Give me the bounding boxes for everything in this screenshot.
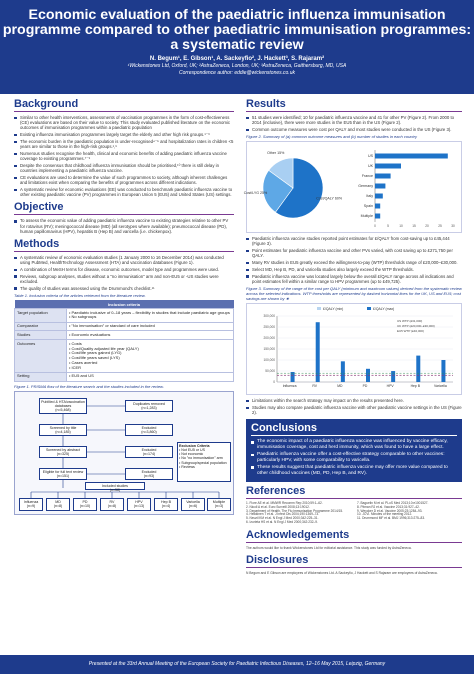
references-section [246,485,462,525]
bullet-item: A combination of MeSH terms for disease, economic outcomes, model type and programmes were used. [14,267,234,272]
exclusion-criteria-title: Exclusion Criteria [179,443,210,448]
background-heading: Background [14,98,234,112]
indication-label: Varicella [186,499,200,504]
bullet-item: To assess the economic value of adding paediatric influenza vaccine to existing strategies relative to other PV for rotavirus (RV); meningococcal disease (MD) (all serotypes where available); pneumococcal disease (PD), human papillomavirus (HPV), hepatitis B (Hep B) and varicella (i.e. chickenpox). [14,218,234,234]
country-bar [375,154,448,159]
exclusion-criteria-box [177,442,231,482]
table-row [15,322,234,331]
x-category-label: Varicella [434,384,447,389]
exclusion-item: • Reviews [179,464,195,469]
poster-footer: Presented at the 33rd Annual Meeting of the European Society for Paediatric Infectious Diseases, 12–16 May 2015, Leipzig, Germany [0,655,474,674]
x-category-label: HPV [386,384,394,389]
x-category-label: PD [362,384,368,389]
table-row-value: • EU5 and US [67,372,234,381]
results-heading: Results [246,98,462,112]
conclusions-box [246,419,462,481]
bullet-item: Numerous studies recognise the health, clinical and economic benefits of adding paediatric influenza vaccine coverage to existing programmes.⁷⁻⁹ [14,151,234,161]
figure3-caption: Figure 3. Summary of the range of the cost per QALY (minimum and maximum values) derived from the systematic review across the selected indications. WTP thresholds are represented by dashed horizontal lines for the UK, US and EU5; cost savings are shown by ★ [246,286,462,302]
indication-count: (n=4) [161,503,171,508]
prisma-indication-box [19,498,43,511]
acknowledgements-heading: Acknowledgements [246,529,462,543]
table-row [15,309,234,323]
legend-label: £/QALY (min) [323,307,344,312]
prisma-excluded-full-box: Excluded (n=93) [125,468,173,480]
max-bar [441,360,445,382]
bullet-item: Common outcome measures were cost per QALY and most studies were conducted in the US (Figure 3). [246,127,462,132]
references-heading: References [246,485,462,499]
prisma-diagram [14,391,234,515]
results-section [243,98,462,416]
figure3-chart [246,303,462,395]
max-bar [391,371,395,382]
figure2-chart [243,141,462,233]
bar-category-label: Spain [363,204,373,209]
exclusion-item: • No "no immunisation" arm [179,456,223,461]
y-tick-label: 250,000 [263,325,275,330]
methods-section [14,238,234,515]
bar-x-tick: 5 [387,224,389,229]
exclusion-criteria-list [179,448,229,469]
bullet-item: Reviews, subgroup analyses, studies without a "no immunisation" arm and non-EU5 or -US studies were excluded. [14,274,234,284]
reference-item: 8. Pitman RJ et al. Vaccine 2013;31:927–42. [357,504,420,509]
prisma-indication-box [100,498,124,511]
prisma-screened-title-box: Screened by title (n=4,185) [39,424,87,436]
results-list-2 [246,236,462,284]
table-row [15,331,234,340]
reference-item: 7. Baguelin M et al. PLoS Med 2013;10:e1001527. [357,500,429,505]
bullet-item: Studies may also compare paediatric influenza vaccine with other paediatric vaccine settings in the US (Figure 2). [246,405,462,415]
table-row-key: Setting [15,372,67,381]
bar-category-label: Germany [358,184,373,189]
prisma-indication-box [181,498,205,511]
wtp-label: UK WTP (£20,000–£30,000) [397,324,435,329]
objective-list [14,218,234,234]
objective-heading: Objective [14,201,234,215]
max-bar [341,362,345,383]
background-list [14,115,234,197]
bar-category-label: Multiple [360,214,373,219]
results-list-3 [246,398,462,415]
wtp-label: EU5 WTP (£40,000) [397,329,424,334]
wtp-label: US WTP (£31,000) [397,319,423,324]
indication-label: MD [55,499,61,504]
prisma-excluded-abstract-box: Excluded (n=174) [125,446,173,458]
results-list-1 [246,115,462,132]
bar-category-label: US [368,154,373,159]
bullet-item: Point estimates for paediatric influenza vaccine and other PVs varied, with cost saving up to £271,750 per QALY. [246,248,462,258]
exclusion-item: • Not EU5 or US [179,447,206,452]
bullet-item: Paediatric influenza vaccine offer a cost-effective strategy comparable to other vaccines: particularly HPV, with some comparability to varicella. [251,452,457,463]
indication-count: (n=13) [133,503,145,508]
prisma-indication-box [73,498,97,511]
table-row-value: • "No immunisation" or standard of care included [67,322,234,331]
indication-label: Influenza [23,499,39,504]
pie-slice-label: Cost/LYG 25% [243,191,268,196]
x-category-label: MD [337,384,343,389]
table-row [15,372,234,381]
table1-caption: Table 1. Inclusion criteria of the articles retrieved from the literature review. [14,293,146,299]
poster-title: Economic evaluation of the paediatric influenza immunisation programme compared to other paediatric immunisation programmes: a systematic review [2,7,472,53]
table-row-key: Outcomes [15,340,67,373]
indication-label: Hep B [161,499,171,504]
reference-item: 11. Drummond MF et al. BMJ 1996;313:275–83. [357,516,425,521]
bullet-item: Similar to other health interventions, assessments of vaccination programmes in the form of cost-effectiveness (CE) evaluations are based on their value to society. This study evaluated published literature on the economic outcomes of immunisation programmes within a paediatric population [14,115,234,131]
bullet-item: Paediatric influenza vaccine studies reported point estimates for £/QALY from cost-saving up to £45,444 (Figure 3). [246,236,462,246]
figure2-caption: Figure 2. Summary of (a) common outcome measures and (b) number of studies in each country [246,134,417,140]
authors: N. Begum¹, E. Gibson¹, A. Sackeyfio², J. Hackett³, S. Rajaram² [149,56,325,62]
indication-count: (n=9) [26,503,36,508]
bar-category-label: UK [368,164,373,169]
max-bar [416,356,420,382]
right-column [243,98,462,579]
inclusion-table-header: Inclusion criteria [15,300,234,309]
country-bar [375,174,391,179]
exclusion-item: • Subgroup/special population [179,460,227,465]
indication-label: RV [109,499,115,504]
y-tick-label: 150,000 [263,347,275,352]
background-section [14,98,234,197]
exclusion-item: • Not economic [179,452,204,457]
bullet-item: Paediatric influenza vaccine was located largely below the overall £/QALY range across all indications and point estimates fell within a similar range to HPV programmes (up to £49,725). [246,274,462,284]
left-column [14,98,234,519]
country-bar [375,164,401,169]
bar-x-tick: 10 [399,224,403,229]
bullet-item: 51 studies were identified; 10 for paediatric influenza vaccine and 41 for other PV (Figure 2). From 2000 to 2014 (inclusive), there were more studies in the EU5 than in the US (Figure 2). [246,115,462,125]
min-bar [385,382,389,383]
x-category-label: Influenza [282,384,297,389]
min-bar [335,382,339,383]
table-row-value: • Paediatric inclusive of 0–18 years – flexibility in studies that include paediatric age groups • No subgroups [67,309,234,323]
reference-item: 5. Neuzil KM et al. N Engl J Med 2000;342:225–31. [246,516,319,521]
prisma-indication-box [127,498,151,511]
prisma-abstract-box: Screened by abstract (n=325) [39,446,87,458]
reference-item: 9. Weycker D et al. Vaccine 2005;23:1284–93. [357,508,423,513]
figure2-svg [243,142,461,232]
bullet-item: The economic burden in the paediatric population is under-recognised⁴⁻⁵ and hospitalization rates in children <5 years are similar to those in the high-risk groups.¹,⁶ [14,139,234,149]
table-row-value: • Costs • Cost/Quality adjusted life year (QALY) • Cost/life years gained (LYG) • Cost/life years saved (LYS) • Cases averted • ICER [67,340,234,373]
legend-swatch [317,307,321,310]
prisma-duplicates-box: Duplicates removed (n=1,283) [125,400,173,412]
references-list [246,502,462,525]
bullet-item: Select MD, Hep B, PD, and varicella studies also largely exceed the WTP thresholds. [246,267,462,272]
conclusions-list [251,439,457,476]
figure3-svg [247,304,461,394]
methods-list [14,255,234,291]
reference-item: 6. Izurieta HS et al. N Engl J Med 2000;342:232–9. [246,520,318,525]
table-row-key: Comparator [15,322,67,331]
bar-x-tick: 25 [438,224,442,229]
y-tick-label: 100,000 [263,358,275,363]
reference-item: 3. Department of Health. The Flu Immunisation Programme 2014/15. [246,508,344,513]
figure1-caption: Figure 1. PRISMA flow of the literature search and the studies included in the review. [14,383,164,389]
bullet-item: Existing influenza immunisation programmes largely target the elderly and other high risk groups.¹⁻³ [14,132,234,137]
prisma-indication-box [154,498,178,511]
indication-label: Multiple [212,499,226,504]
prisma-indication-box [207,498,231,511]
bullet-item: Limitations within the search strategy may impact on the results presented here. [246,398,462,403]
bar-category-label: France [361,174,373,179]
country-bar [375,204,380,209]
legend-label: £/QALY (max) [373,307,395,312]
x-category-label: Hep B [410,384,421,389]
reference-item: 1. Fiore AE et al. MMWR Recomm Rep 2010;59:1–62. [246,500,323,505]
reference-item: 4. Heikkinen T et al. J Infect Dis 2004;190:1369–73. [246,512,320,517]
bullet-item: The economic impact of a paediatric influenza vaccine was influenced by vaccine efficacy, immunisation coverage, cost and herd immunity, which was found to have a large effect. [251,439,457,450]
inclusion-table [14,300,234,382]
indication-count: (n=8) [107,503,117,508]
bullet-item: CE evaluations are used to determine the value of such programmes to society, although inherent challenges and limitations exist when comparing the benefits of programmes across different indications. [14,175,234,185]
prisma-excluded-title-box: Excluded (n=3,860) [125,424,173,436]
max-bar [291,372,295,382]
country-bar [375,194,383,199]
bullet-item: The quality of studies was assessed using the Drummond's checklist.¹¹ [14,286,234,291]
reference-item: 10. JCVI. Minutes of the meeting 2012. [357,512,413,517]
bar-x-tick: 0 [374,224,376,229]
y-tick-label: 0 [273,380,275,385]
table-row [15,340,234,373]
disclosures-section [246,554,462,575]
disclosures-heading: Disclosures [246,554,462,568]
table-row-value: • Economic evaluations [67,331,234,340]
prisma-indication-box [46,498,70,511]
bullet-item: A systematic review for economic evaluations (EE) was conducted to benchmark paediatric influenza vaccine to other existing paediatric vaccine (PV) programmes in European Union 5 (EU5) and United States (US) settings. [14,187,234,197]
methods-heading: Methods [14,238,234,252]
affiliations: ¹Wickenstones Ltd, Oxford, UK; ²AstraZeneca, London, UK; ³AstraZeneca, Gaithersburg, MD, USA [127,63,347,69]
bullet-item: A systematic review of economic evaluation studies (1 January 2000 to 16 December 2014) was conducted using PubMed, HealthTechnology Assessment (HTA) and vaccination databases (Figure 1). [14,255,234,265]
country-bar [375,214,380,219]
table-row-key: Target population [15,309,67,323]
bullet-item: Despite the consensus that childhood influenza immunisation should be prioritised,¹⁰ there is still delay in countries implementing a paediatric influenza vaccine. [14,163,234,173]
pie-slice-label: Other 15% [267,151,285,156]
conclusions-heading: Conclusions [251,422,457,436]
bullet-item: These results suggest that paediatric influenza vaccine may offer more value compared to other childhood vaccines (MD, PD, Hep B, and RV). [251,465,457,476]
indication-count: (n=3) [214,503,224,508]
reference-item: 2. Nicoll A et al. Euro Surveill 2008;13:19012. [246,504,310,509]
indication-count: (n=6) [188,503,198,508]
objective-section [14,201,234,234]
pie-slice-label: Cost/QALY 60% [316,196,343,201]
indication-label: HPV [135,499,143,504]
bar-x-tick: 20 [425,224,429,229]
y-tick-label: 300,000 [263,314,275,319]
poster-header [0,0,474,94]
acknowledgements-text: The authors would like to thank Wickenstones Ltd for editorial assistance. This study was funded by AstraZeneca. [246,546,412,551]
bar-x-tick: 15 [412,224,416,229]
legend-swatch [367,307,371,310]
indication-count: (n=8) [53,503,63,508]
disclosures-text: N Begum and E Gibson are employees of Wickenstones Ltd. A Sackeyfio, J Hackett and S Rajaram are employees of AstraZeneca. [246,571,438,576]
prisma-fulltext-box: Eligible for full text review (n=151) [39,468,87,480]
acknowledgements-section [246,529,462,550]
table-row-key: Studies [15,331,67,340]
prisma-database-box: PubMed & HTA/vaccination databases (n=5,468) [39,398,87,414]
indication-count: (n=10) [79,503,91,508]
prisma-included-box: Included studies (n=58) [85,482,145,490]
indication-label: PD [82,499,88,504]
bar-category-label: Italy [366,194,373,199]
y-tick-label: 200,000 [263,336,275,341]
bullet-item: Many RV studies in EU5 greatly exceed the willingness-to-pay (WTP) thresholds range of £20,000–£30,000. [246,260,462,265]
x-category-label: RV [312,384,318,389]
correspondence: Correspondence author: eddie@wickenstones.co.uk [179,70,295,76]
y-tick-label: 50,000 [265,369,275,374]
bar-x-tick: 30 [451,224,455,229]
country-bar [375,184,385,189]
